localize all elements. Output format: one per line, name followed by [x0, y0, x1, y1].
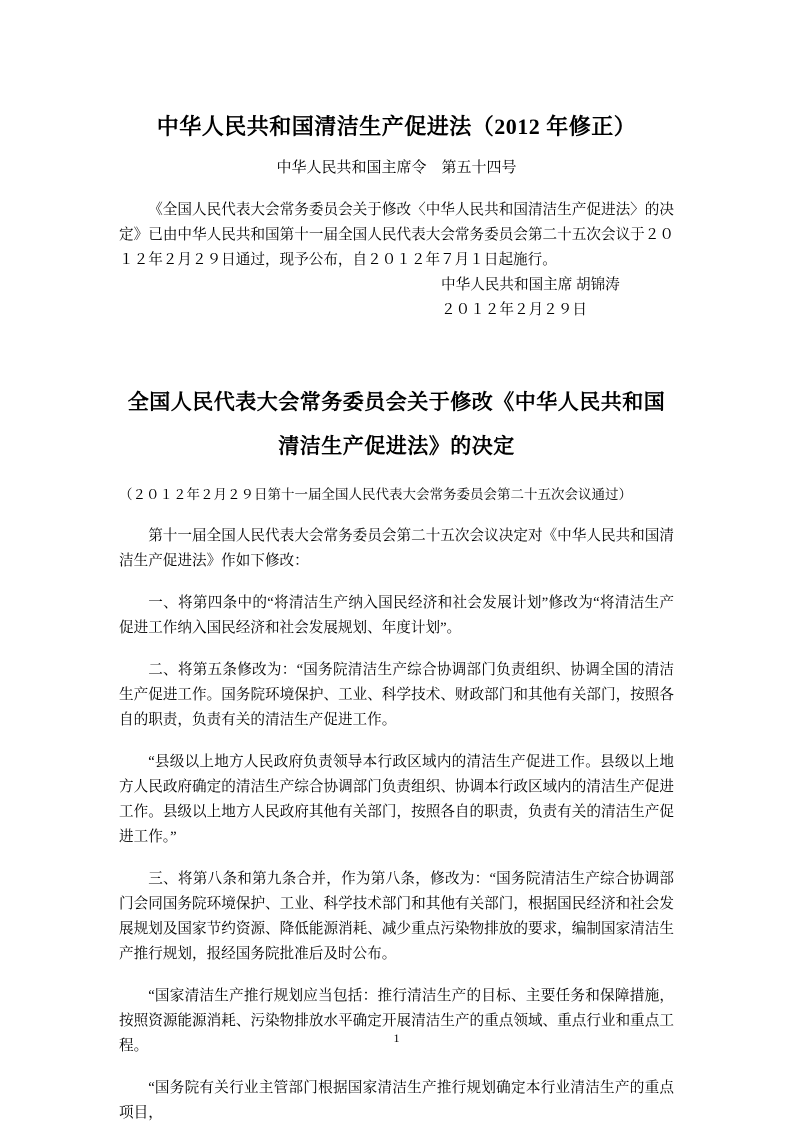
signature-block	[441, 273, 674, 323]
body-paragraph-intro: 第十一届全国人民代表大会常务委员会第二十五次会议决定对《中华人民共和国清洁生产促进法》作如下修改：	[119, 528, 674, 569]
page-number: 1	[393, 1031, 400, 1045]
presidential-order-subtitle: 中华人民共和国主席令 第五十四号	[276, 160, 517, 176]
meeting-note: （２０１２年２月２９日第十一届全国人民代表大会常务委员会第二十五次会议通过）	[119, 487, 632, 502]
body-paragraph-amendment-2: 二、将第五条修改为：“国务院清洁生产综合协调部门负责组织、协调全国的清洁生产促进工作。国务院环境保护、工业、科学技术、财政部门和其他有关部门，按照各自的职责，负责有关的清洁生产促进工作。	[119, 662, 674, 728]
promulgation-paragraph: 《全国人民代表大会常务委员会关于修改〈中华人民共和国清洁生产促进法〉的决定》已由中华人民共和国第十一届全国人民代表大会常务委员会第二十五次会议于２０１２年２月２９日通过，现予公布，自２０１２年７月１日起施行。	[119, 202, 674, 268]
body-paragraph-amendment-2-continued: “县级以上地方人民政府负责领导本行政区域内的清洁生产促进工作。县级以上地方人民政府确定的清洁生产综合协调部门负责组织、协调本行政区域内的清洁生产促进工作。县级以上地方人民政府其他有关部门，按照各自的职责，负责有关的清洁生产促进工作。”	[119, 754, 674, 845]
document-title: 中华人民共和国清洁生产促进法（2012 年修正）	[156, 114, 637, 139]
body-paragraph-amendment-1: 一、将第四条中的“将清洁生产纳入国民经济和社会发展计划”修改为“将清洁生产促进工作纳入国民经济和社会发展规划、年度计划”。	[119, 595, 674, 636]
sign-date-line: ２０１２年２月２９日	[441, 302, 587, 318]
signer-line: 中华人民共和国主席 胡锦涛	[441, 277, 620, 293]
decision-title: 全国人民代表大会常务委员会关于修改《中华人民共和国清洁生产促进法》的决定	[127, 390, 666, 458]
body-paragraph-amendment-3: 三、将第八条和第九条合并，作为第八条，修改为：“国务院清洁生产综合协调部门会同国务院环境保护、工业、科学技术部门和其他有关部门，根据国民经济和社会发展规划及国家节约资源、降低能源消耗、减少重点污染物排放的要求，编制国家清洁生产推行规划，报经国务院批准后及时公布。	[119, 871, 674, 962]
body-paragraph-amendment-3-continued-a: “国家清洁生产推行规划应当包括：推行清洁生产的目标、主要任务和保障措施，按照资源能源消耗、污染物排放水平确定开展清洁生产的重点领域、重点行业和重点工程。	[119, 988, 674, 1054]
body-paragraph-amendment-3-continued-b: “国务院有关行业主管部门根据国家清洁生产推行规划确定本行业清洁生产的重点项目，	[119, 1080, 674, 1121]
